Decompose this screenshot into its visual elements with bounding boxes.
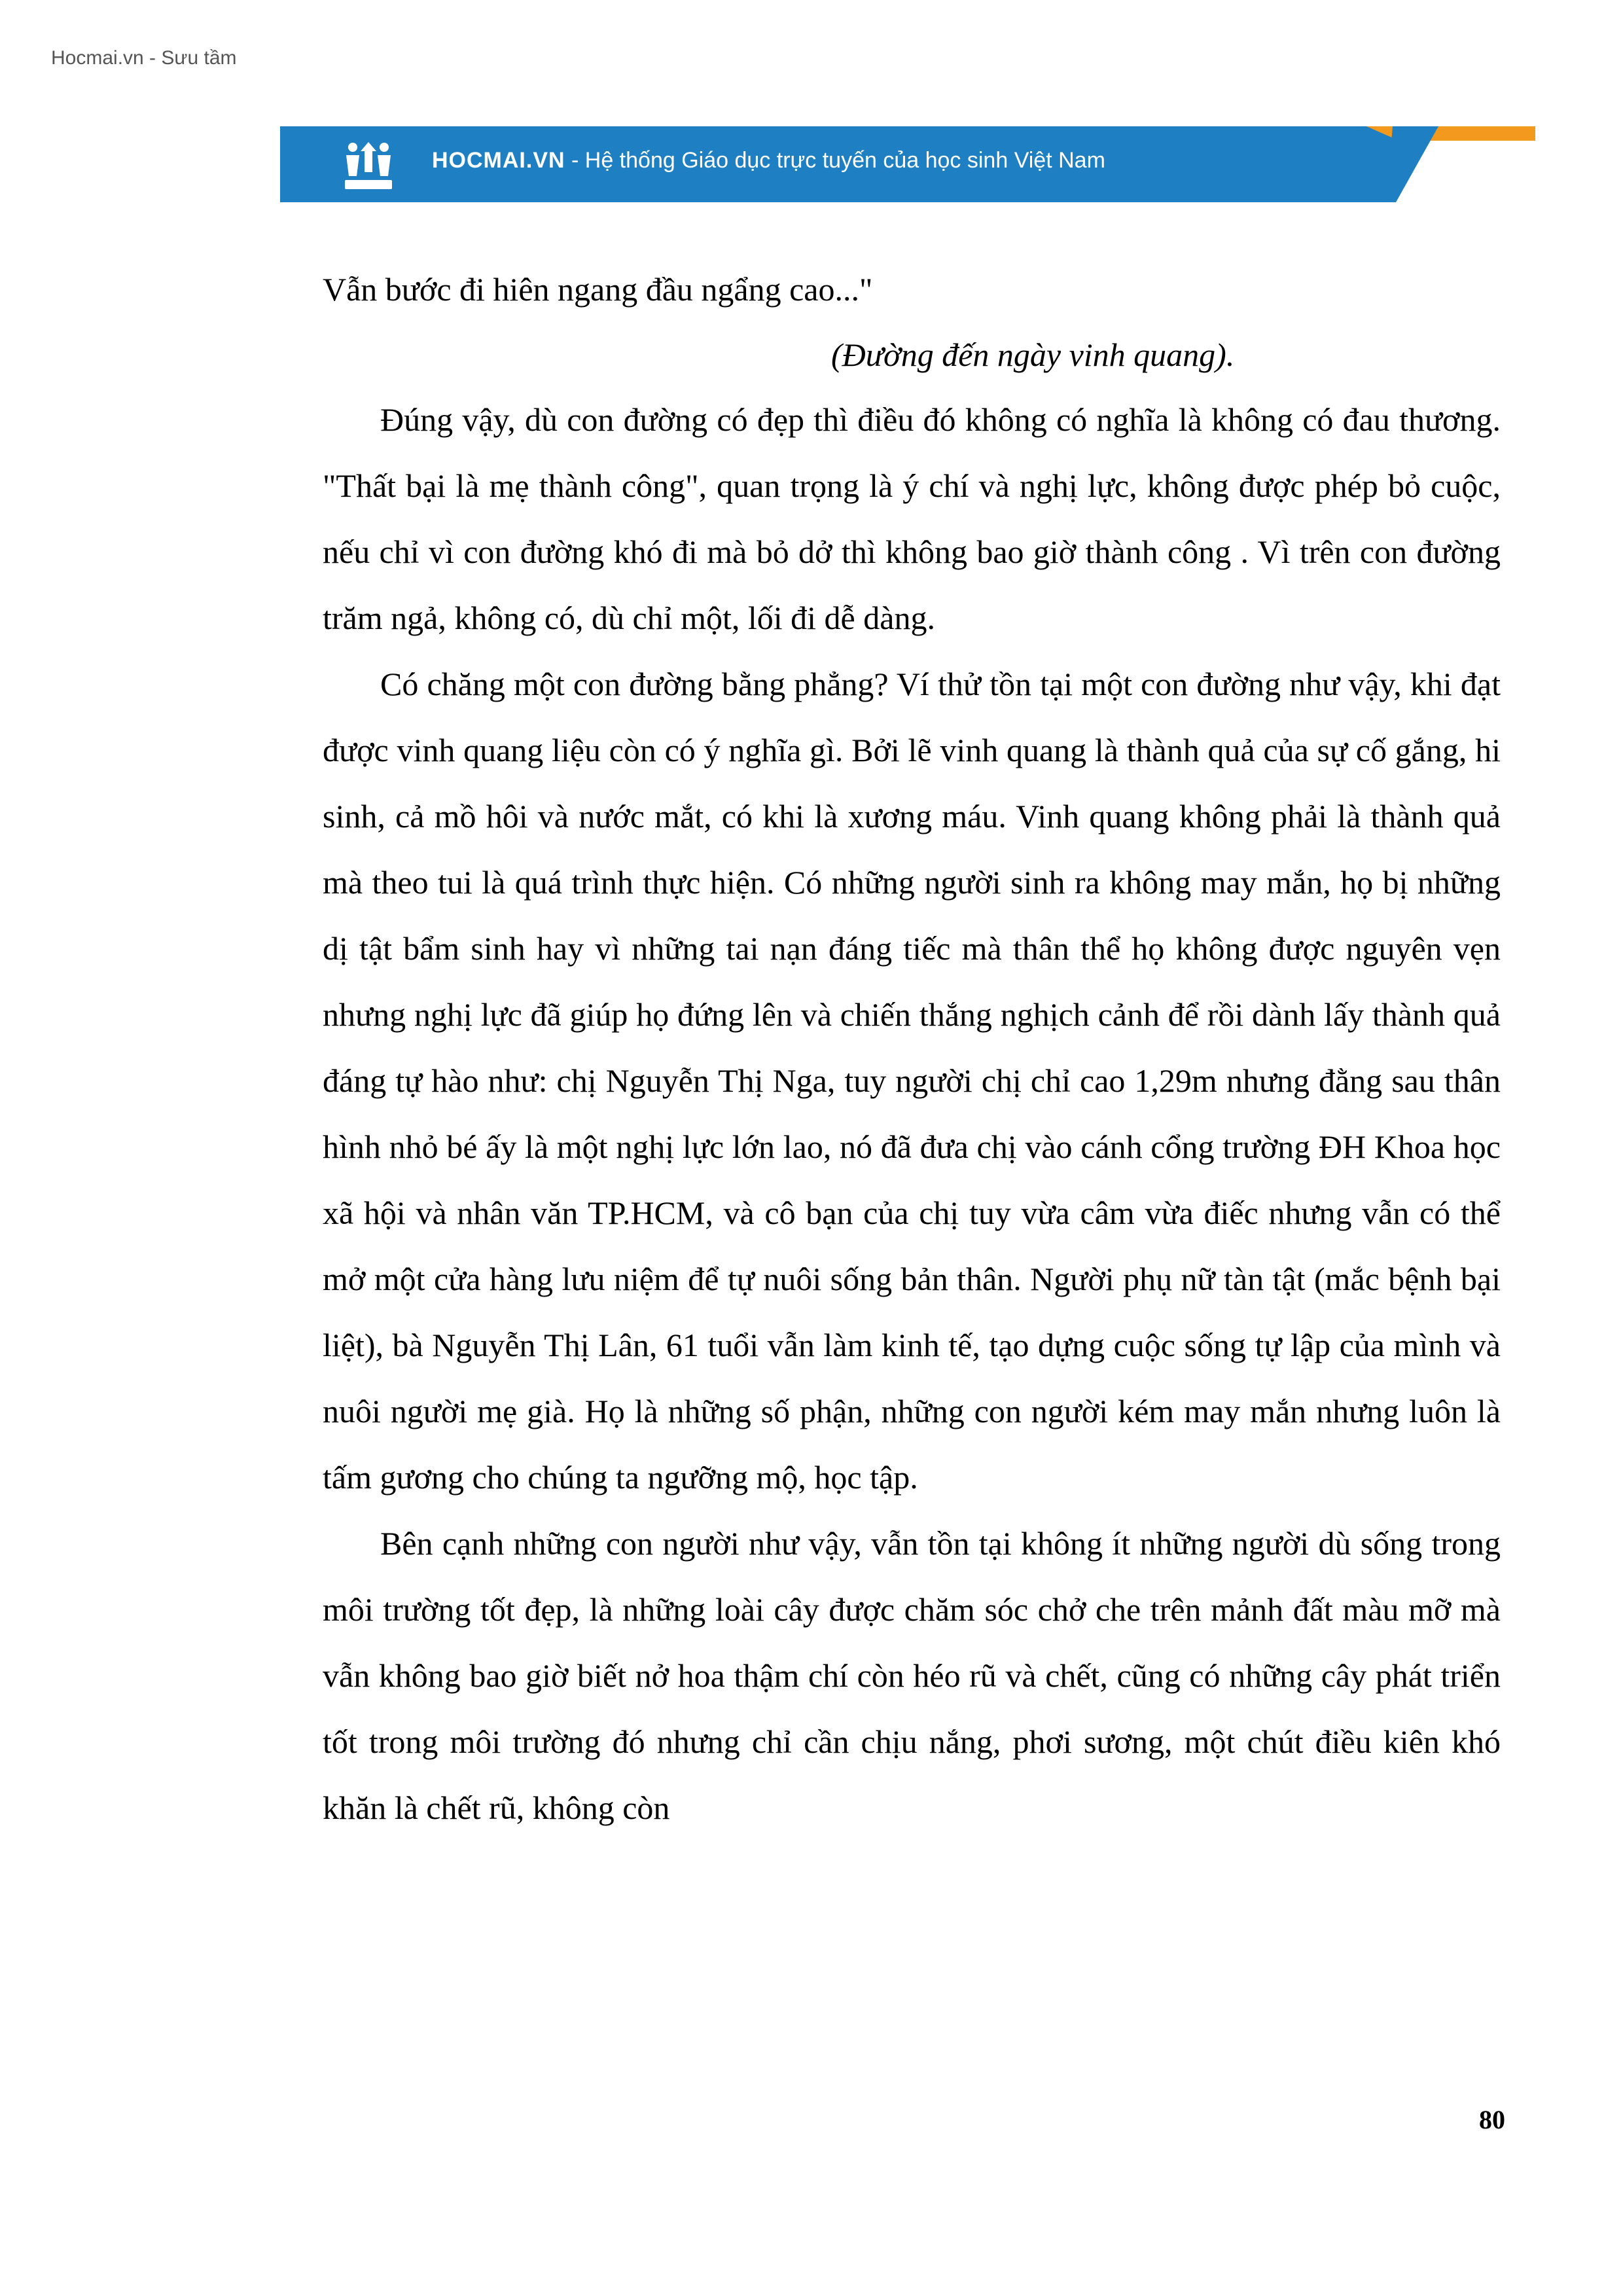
- page-number: 80: [1479, 2105, 1505, 2134]
- paragraph: Có chăng một con đường bằng phẳng? Ví thử tồn tại một con đường như vậy, khi đạt được vinh quang liệu còn có ý nghĩa gì. Bởi lẽ vinh quang là thành quả của sự cố gắng, hi sinh, cả mồ hôi và nước mắt, có khi là xương máu. Vinh quang không phải là thành quả mà theo tui là quá trình thực hiện. Có những người sinh ra không may mắn, họ bị những dị tật bẩm sinh hay vì những tai nạn đáng tiếc mà thân thể họ không được nguyên vẹn nhưng nghị lực đã giúp họ đứng lên và chiến thắng nghịch cảnh để rồi dành lấy thành quả đáng tự hào như: chị Nguyễn Thị Nga, tuy người chị chỉ cao 1,29m nhưng đằng sau thân hình nhỏ bé ấy là một nghị lực lớn lao, nó đã đưa chị vào cánh cổng trường ĐH Khoa học xã hội và nhân văn TP.HCM, và cô bạn của chị tuy vừa câm vừa điếc nhưng vẫn có thể mở một cửa hàng lưu niệm để tự nuôi sống bản thân. Người phụ nữ tàn tật (mắc bệnh bại liệt), bà Nguyễn Thị Lân, 61 tuổi vẫn làm kinh tế, tạo dựng cuộc sống tự lập của mình và nuôi người mẹ già. Họ là những số phận, những con người kém may mắn nhưng luôn là tấm gương cho chúng ta ngưỡng mộ, học tập.: [323, 666, 1501, 1496]
- paragraph: Bên cạnh những con người như vậy, vẫn tồn tại không ít những người dù sống trong môi trường tốt đẹp, là những loài cây được chăm sóc chở che trên mảnh đất màu mỡ mà vẫn không bao giờ biết nở hoa thậm chí còn héo rũ và chết, cũng có những cây phát triển tốt trong môi trường đó nhưng chỉ cần chịu nắng, phơi sương, một chút điều kiên khó khăn là chết rũ, không còn: [323, 1525, 1501, 1826]
- poem-citation: (Đường đến ngày vinh quang).: [831, 336, 1235, 373]
- poem-line: Vẫn bước đi hiên ngang đầu ngẩng cao...": [323, 271, 873, 308]
- header-banner: [280, 126, 1535, 202]
- page-content: [323, 257, 1501, 1841]
- paragraph: Đúng vậy, dù con đường có đẹp thì điều đó không có nghĩa là không có đau thương. "Thất bại là mẹ thành công", quan trọng là ý chí và nghị lực, không được phép bỏ cuộc, nếu chỉ vì con đường khó đi mà bỏ dở thì không bao giờ thành công . Vì trên con đường trăm ngả, không có, dù chỉ một, lối đi dễ dàng.: [323, 401, 1501, 636]
- brand-name: HOCMAI.VN: [432, 148, 565, 173]
- hocmai-logo-icon: [342, 139, 395, 193]
- banner-tagline: - Hệ thống Giáo dục trực tuyến của học sinh Việt Nam: [565, 148, 1105, 173]
- banner-title: [432, 148, 1105, 173]
- source-watermark: Hocmai.vn - Sưu tầm: [51, 47, 237, 69]
